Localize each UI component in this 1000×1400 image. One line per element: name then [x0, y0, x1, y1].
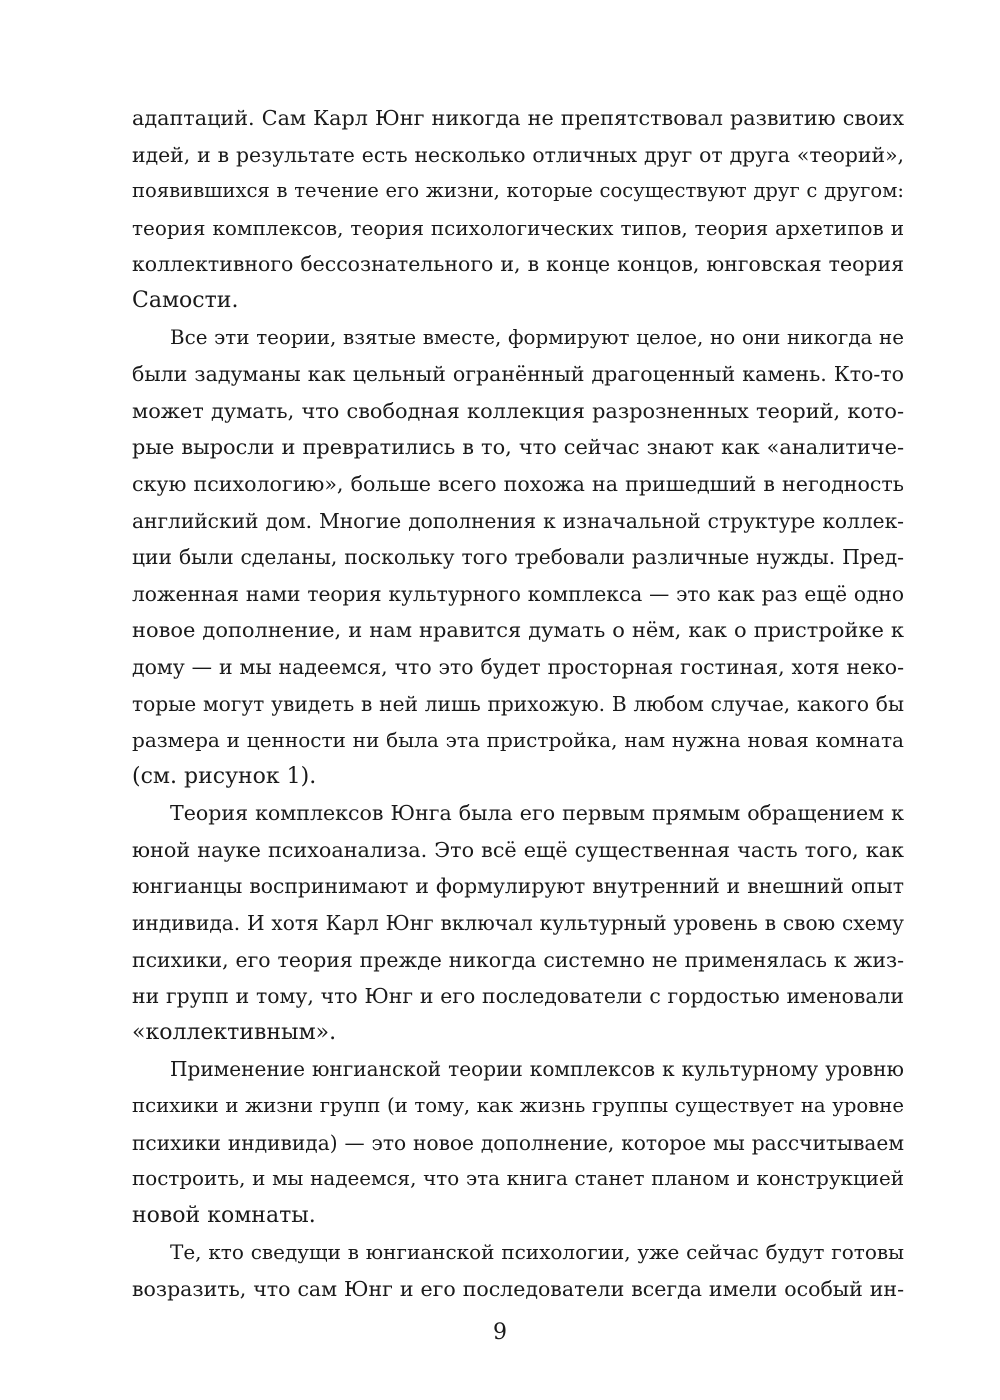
text-line: английский дом. Многие дополнения к изначальной структуре коллек- — [132, 508, 904, 533]
text-line: ции были сделаны, поскольку того требовали различные нужды. Пред- — [132, 545, 904, 570]
text-line: размера и ценности ни была эта пристройка, нам нужна новая комната — [132, 728, 904, 753]
paragraph-4 — [132, 1051, 904, 1234]
text-line: торые могут увидеть в ней лишь прихожую. В любом случае, какого бы — [132, 691, 904, 716]
page-number: 9 — [493, 1320, 507, 1345]
text-line: может думать, что свободная коллекция разрозненных теорий, кото- — [132, 398, 904, 423]
text-line: появившихся в течение его жизни, которые сосуществуют друг с другом: — [132, 179, 904, 203]
text-line: (см. рисунок 1). — [132, 763, 317, 789]
text-line: Те, кто сведущи в юнгианской психологии, уже сейчас будут готовы — [170, 1240, 904, 1265]
text-line: дому — и мы надеемся, что это будет просторная гостиная, хотя неко- — [132, 654, 904, 679]
text-line: ложенная нами теория культурного комплекса — это как раз ещё одно — [132, 581, 904, 606]
text-line: «коллективным». — [132, 1019, 337, 1045]
text-line: психики и жизни групп (и тому, как жизнь группы существует на уровне — [132, 1094, 904, 1118]
text-line: адаптаций. Сам Карл Юнг никогда не препятствовал развитию своих — [132, 106, 904, 130]
text-line: рые выросли и превратились в то, что сейчас знают как «аналитиче- — [132, 435, 904, 460]
text-line: были задуманы как цельный огранённый драгоценный камень. Кто-то — [132, 362, 904, 387]
text-line: коллективного бессознательного и, в конце концов, юнговская теория — [132, 252, 904, 277]
text-line: ни групп и тому, что Юнг и его последователи с гордостью именовали — [132, 984, 904, 1009]
paragraph-2 — [132, 320, 904, 796]
text-line: Самости. — [132, 287, 239, 313]
text-line: теория комплексов, теория психологических типов, теория архетипов и — [132, 215, 904, 240]
text-line: юной науке психоанализа. Это всё ещё существенная часть того, как — [132, 837, 904, 862]
text-line: психики индивида) — это новое дополнение, которое мы рассчитываем — [132, 1130, 904, 1155]
text-line: Все эти теории, взятые вместе, формируют целое, но они никогда не — [170, 325, 904, 349]
text-line: идей, и в результате есть несколько отличных друг от друга «теорий», — [132, 142, 904, 167]
text-line: юнгианцы воспринимают и формулируют внутренний и внешний опыт — [132, 874, 904, 899]
body-text — [132, 100, 904, 1308]
paragraph-3 — [132, 795, 904, 1051]
text-line: новой комнаты. — [132, 1202, 316, 1228]
paragraph-5 — [132, 1234, 904, 1307]
text-line: психики, его теория прежде никогда системно не применялась к жиз- — [132, 947, 904, 972]
text-line: Применение юнгианской теории комплексов к культурному уровню — [170, 1057, 904, 1082]
text-line: скую психологию», больше всего похожа на пришедший в негодность — [132, 471, 904, 496]
text-line: Теория комплексов Юнга была его первым прямым обращением к — [170, 801, 904, 826]
text-line: возразить, что сам Юнг и его последователи всегда имели особый ин- — [132, 1277, 904, 1301]
text-line: новое дополнение, и нам нравится думать о нём, как о пристройке к — [132, 618, 904, 643]
text-line: индивида. И хотя Карл Юнг включал культурный уровень в свою схему — [132, 911, 904, 936]
paragraph-1 — [132, 100, 904, 320]
text-line: построить, и мы надеемся, что эта книга станет планом и конструкцией — [132, 1167, 904, 1191]
